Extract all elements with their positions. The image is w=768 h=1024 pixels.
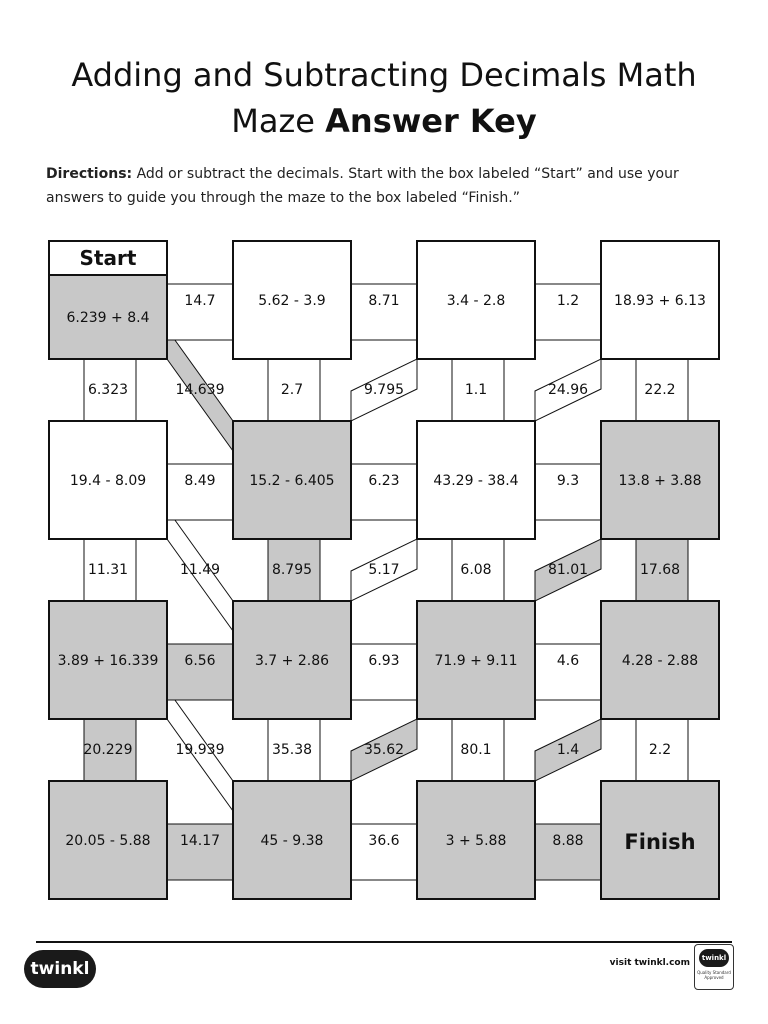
diagonal-answer: 5.17 bbox=[368, 562, 400, 578]
vertical-answer: 6.323 bbox=[87, 382, 129, 398]
diagonal-answer: 14.639 bbox=[175, 382, 225, 398]
diagonal-answer: 35.62 bbox=[363, 742, 405, 758]
start-label: Start bbox=[79, 246, 137, 270]
horizontal-answer: 36.6 bbox=[368, 833, 400, 849]
horizontal-answer: 14.7 bbox=[184, 293, 216, 309]
horizontal-answer: 9.3 bbox=[556, 473, 580, 489]
problem-text: 71.9 + 9.11 bbox=[434, 653, 518, 669]
vertical-answer: 20.229 bbox=[83, 742, 133, 758]
diagonal-answer: 9.795 bbox=[363, 382, 405, 398]
problem-text: 5.62 - 3.9 bbox=[258, 293, 326, 309]
vertical-answer: 17.68 bbox=[639, 562, 681, 578]
diagonal-answer: 24.96 bbox=[547, 382, 589, 398]
problem-text: 45 - 9.38 bbox=[260, 833, 324, 849]
diagonal-answer: 19.939 bbox=[175, 742, 225, 758]
badge-logo: twinkl bbox=[699, 949, 729, 967]
problem-text: 18.93 + 6.13 bbox=[614, 293, 706, 309]
horizontal-answer: 14.17 bbox=[179, 833, 221, 849]
badge-text: Quality Standard Approved bbox=[697, 970, 731, 980]
problem-text: 43.29 - 38.4 bbox=[433, 473, 519, 489]
directions-label: Directions: bbox=[46, 166, 133, 182]
vertical-answer: 22.2 bbox=[644, 382, 676, 398]
title-line-2-prefix: Maze bbox=[231, 102, 326, 140]
horizontal-answer: 8.71 bbox=[368, 293, 400, 309]
problem-text: 13.8 + 3.88 bbox=[618, 473, 702, 489]
horizontal-answer: 1.2 bbox=[556, 293, 580, 309]
directions-text: Add or subtract the decimals. Start with the box labeled “Start” and use your answers to guide you through the maze to the box labeled “Finish.” bbox=[46, 166, 679, 206]
vertical-answer: 1.1 bbox=[464, 382, 488, 398]
horizontal-answer: 6.23 bbox=[368, 473, 400, 489]
quality-badge bbox=[694, 944, 734, 990]
vertical-answer: 2.7 bbox=[280, 382, 304, 398]
footer-divider bbox=[36, 941, 732, 943]
problem-text: 20.05 - 5.88 bbox=[65, 833, 151, 849]
diagonal-answer: 1.4 bbox=[556, 742, 580, 758]
vertical-answer: 2.2 bbox=[648, 742, 672, 758]
finish-label: Finish bbox=[624, 830, 696, 854]
twinkl-logo: twinkl bbox=[24, 950, 96, 988]
vertical-answer: 80.1 bbox=[460, 742, 492, 758]
problem-text: 3.89 + 16.339 bbox=[57, 653, 159, 669]
diagonal-answer: 81.01 bbox=[547, 562, 589, 578]
vertical-answer: 8.795 bbox=[271, 562, 313, 578]
vertical-answer: 6.08 bbox=[460, 562, 492, 578]
maze-connectors bbox=[84, 284, 688, 880]
title-line-1: Adding and Subtracting Decimals Math bbox=[71, 56, 697, 94]
visit-link[interactable]: visit twinkl.com bbox=[609, 958, 690, 968]
diagonal-answer: 11.49 bbox=[179, 562, 221, 578]
problem-text: 4.28 - 2.88 bbox=[621, 653, 699, 669]
horizontal-answer: 6.93 bbox=[368, 653, 400, 669]
horizontal-answer: 8.88 bbox=[552, 833, 584, 849]
horizontal-answer: 4.6 bbox=[556, 653, 580, 669]
problem-text: 3 + 5.88 bbox=[445, 833, 507, 849]
title-answer-key: Answer Key bbox=[325, 102, 537, 140]
problem-text: 6.239 + 8.4 bbox=[66, 310, 150, 326]
horizontal-answer: 8.49 bbox=[184, 473, 216, 489]
horizontal-answer: 6.56 bbox=[184, 653, 216, 669]
vertical-answer: 11.31 bbox=[87, 562, 129, 578]
problem-text: 3.7 + 2.86 bbox=[254, 653, 330, 669]
vertical-answer: 35.38 bbox=[271, 742, 313, 758]
problem-text: 19.4 - 8.09 bbox=[69, 473, 147, 489]
problem-text: 15.2 - 6.405 bbox=[249, 473, 335, 489]
problem-text: 3.4 - 2.8 bbox=[446, 293, 506, 309]
